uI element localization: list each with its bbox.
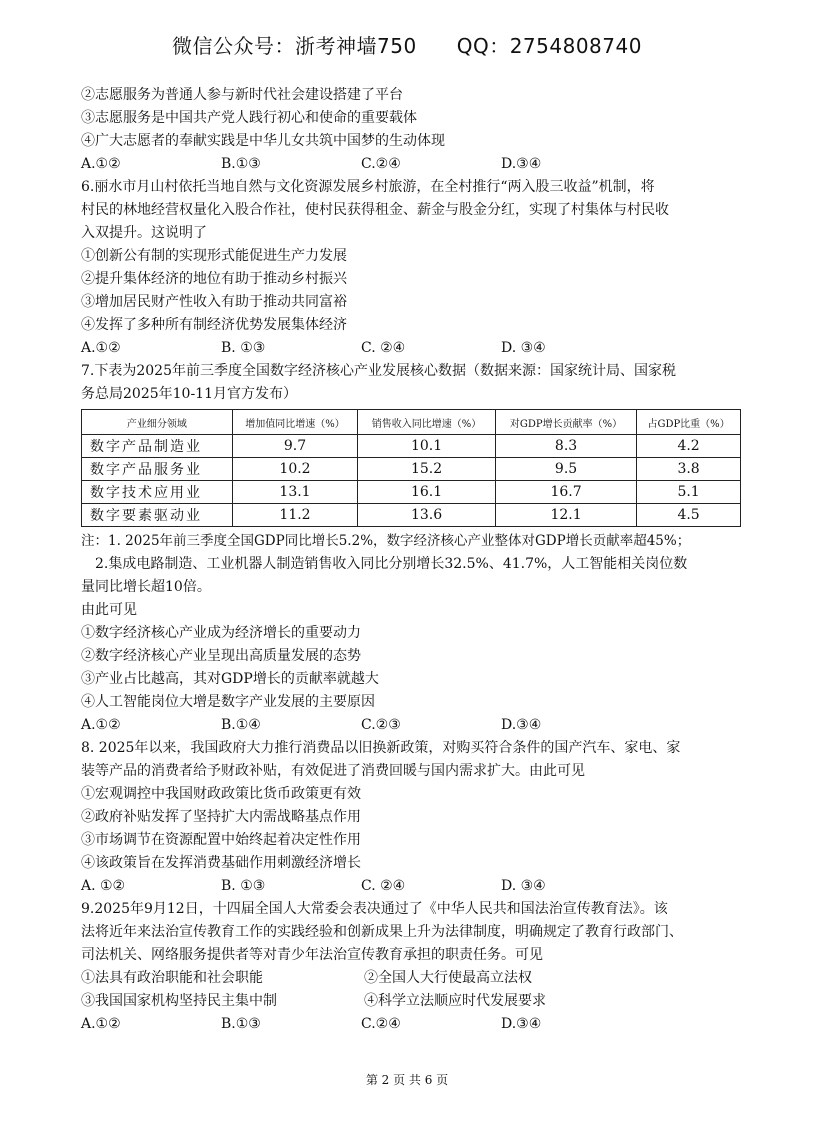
q8-option-c: C. ②④ [361, 878, 406, 894]
table-cell: 3.8 [637, 458, 741, 481]
q9-items-row-1 [81, 967, 741, 990]
q5-option-c: C.②④ [361, 156, 401, 172]
q9-option-b: B.①③ [221, 1016, 261, 1032]
q5-options [81, 153, 741, 176]
table-cell: 数字产品服务业 [82, 458, 233, 481]
table-header-cell: 增加值同比增速（%） [232, 410, 357, 435]
table-cell: 16.7 [495, 481, 636, 504]
q9-option-a: A.①② [81, 1016, 121, 1032]
q7-options [81, 714, 741, 737]
table-row [82, 481, 741, 504]
q6-stem-line-2: 村民的林地经营权量化入股合作社，使村民获得租金、薪金与股金分红，实现了村集体与村民收 [81, 202, 669, 218]
wechat-account: 微信公众号：浙考神墙750 [172, 34, 417, 58]
q7-option-b: B.①④ [221, 717, 261, 733]
table-header-cell: 占GDP比重（%） [637, 410, 741, 435]
table-cell: 13.6 [358, 504, 496, 527]
table-cell: 12.1 [495, 504, 636, 527]
q7-option-a: A.①② [81, 717, 121, 733]
q6-item-1: ①创新公有制的实现形式能促进生产力发展 [81, 248, 347, 264]
q9-item-3: ③我国国家机构坚持民主集中制 [81, 993, 277, 1009]
q9-item-4: ④科学立法顺应时代发展要求 [364, 993, 546, 1009]
q5-item-3: ③志愿服务是中国共产党人践行初心和使命的重要载体 [81, 110, 417, 126]
q5-option-b: B.①③ [221, 156, 261, 172]
q5-item-4: ④广大志愿者的奉献实践是中华儿女共筑中国梦的生动体现 [81, 133, 445, 149]
q8-options [81, 875, 741, 898]
table-row [82, 504, 741, 527]
table-header-row [82, 410, 741, 435]
q8-option-a: A. ①② [81, 878, 126, 894]
table-cell: 10.2 [232, 458, 357, 481]
qq-number: QQ：2754808740 [456, 34, 642, 58]
question-content [81, 84, 741, 1036]
q8-item-1: ①宏观调控中我国财政政策比货币政策更有效 [81, 786, 361, 802]
q7-item-1: ①数字经济核心产业成为经济增长的重要动力 [81, 625, 361, 641]
table-cell: 11.2 [232, 504, 357, 527]
q8-option-b: B. ①③ [221, 878, 266, 894]
q7-option-d: D.③④ [501, 717, 542, 733]
q7-stem-line-2: 务总局2025年10-11月官方发布） [81, 386, 297, 402]
table-cell: 13.1 [232, 481, 357, 504]
q5-option-d: D.③④ [501, 156, 542, 172]
q7-note-line-2: 2.集成电路制造、工业机器人制造销售收入同比分别增长32.5%、41.7%，人工智能相关岗位数 [95, 556, 688, 572]
table-cell: 9.5 [495, 458, 636, 481]
q7-item-4: ④人工智能岗位大增是数字产业发展的主要原因 [81, 694, 375, 710]
q9-stem-line-1: 9.2025年9月12日，十四届全国人大常委会表决通过了《中华人民共和国法治宣传教育法》。该 [81, 901, 668, 917]
table-cell: 15.2 [358, 458, 496, 481]
q7-note-line-1: 注：1. 2025年前三季度全国GDP同比增长5.2%，数字经济核心产业整体对GDP增长贡献率超45%； [81, 533, 691, 549]
table-cell: 数字技术应用业 [82, 481, 233, 504]
q8-stem-line-2: 装等产品的消费者给予财政补贴，有效促进了消费回暖与国内需求扩大。由此可见 [81, 763, 585, 779]
table-cell: 16.1 [358, 481, 496, 504]
q8-option-d: D. ③④ [501, 878, 546, 894]
q6-item-3: ③增加居民财产性收入有助于推动共同富裕 [81, 294, 347, 310]
q9-option-d: D.③④ [501, 1016, 542, 1032]
q9-stem-line-2: 法将近年来法治宣传教育工作的实践经验和创新成果上升为法律制度，明确规定了教育行政部门、 [81, 924, 683, 940]
q9-option-c: C.②④ [361, 1016, 401, 1032]
q6-stem-line-3: 入双提升。这说明了 [81, 225, 207, 241]
q6-options [81, 337, 741, 360]
q7-lead: 由此可见 [81, 602, 137, 618]
table-cell: 4.2 [637, 435, 741, 458]
q6-item-4: ④发挥了多种所有制经济优势发展集体经济 [81, 317, 347, 333]
page-header [0, 30, 814, 59]
q7-note-line-3: 量同比增长超10倍。 [81, 579, 211, 595]
q6-item-2: ②提升集体经济的地位有助于推动乡村振兴 [81, 271, 347, 287]
table-cell: 数字要素驱动业 [82, 504, 233, 527]
q6-option-c: C. ②④ [361, 340, 406, 356]
q5-item-2: ②志愿服务为普通人参与新时代社会建设搭建了平台 [81, 87, 403, 103]
table-row [82, 458, 741, 481]
q6-option-a: A.①② [81, 340, 121, 356]
q9-stem-line-3: 司法机关、网络服务提供者等对青少年法治宣传教育承担的职责任务。可见 [81, 947, 543, 963]
q8-stem-line-1: 8. 2025年以来，我国政府大力推行消费品以旧换新政策，对购买符合条件的国产汽车、家电、家 [81, 740, 681, 756]
table-cell: 10.1 [358, 435, 496, 458]
q9-options [81, 1013, 741, 1036]
q5-option-a: A.①② [81, 156, 121, 172]
q7-item-3: ③产业占比越高，其对GDP增长的贡献率就越大 [81, 671, 379, 687]
q7-item-2: ②数字经济核心产业呈现出高质量发展的态势 [81, 648, 361, 664]
q8-item-4: ④该政策旨在发挥消费基础作用刺激经济增长 [81, 855, 361, 871]
q9-items-row-2 [81, 990, 741, 1013]
table-header-cell: 对GDP增长贡献率（%） [495, 410, 636, 435]
table-cell: 8.3 [495, 435, 636, 458]
q6-stem-line-1: 6.丽水市月山村依托当地自然与文化资源发展乡村旅游，在全村推行“两入股三收益”机制，将 [81, 179, 655, 195]
q7-note [81, 530, 741, 599]
table-row [82, 435, 741, 458]
q9-item-1: ①法具有政治职能和社会职能 [81, 970, 263, 986]
q6-option-d: D. ③④ [501, 340, 546, 356]
table-header-cell: 产业细分领域 [82, 410, 233, 435]
q8-item-2: ②政府补贴发挥了坚持扩大内需战略基点作用 [81, 809, 361, 825]
table-cell: 5.1 [637, 481, 741, 504]
table-cell: 数字产品制造业 [82, 435, 233, 458]
q9-item-2: ②全国人大行使最高立法权 [364, 970, 532, 986]
q7-stem-line-1: 7.下表为2025年前三季度全国数字经济核心产业发展核心数据（数据来源：国家统计局、国家税 [81, 363, 676, 379]
table-cell: 9.7 [232, 435, 357, 458]
q7-data-table [81, 409, 741, 527]
q6-option-b: B. ①③ [221, 340, 266, 356]
q7-option-c: C.②③ [361, 717, 401, 733]
table-header-cell: 销售收入同比增速（%） [358, 410, 496, 435]
table-cell: 4.5 [637, 504, 741, 527]
q8-item-3: ③市场调节在资源配置中始终起着决定性作用 [81, 832, 361, 848]
page-number: 第 2 页 共 6 页 [365, 1073, 449, 1087]
